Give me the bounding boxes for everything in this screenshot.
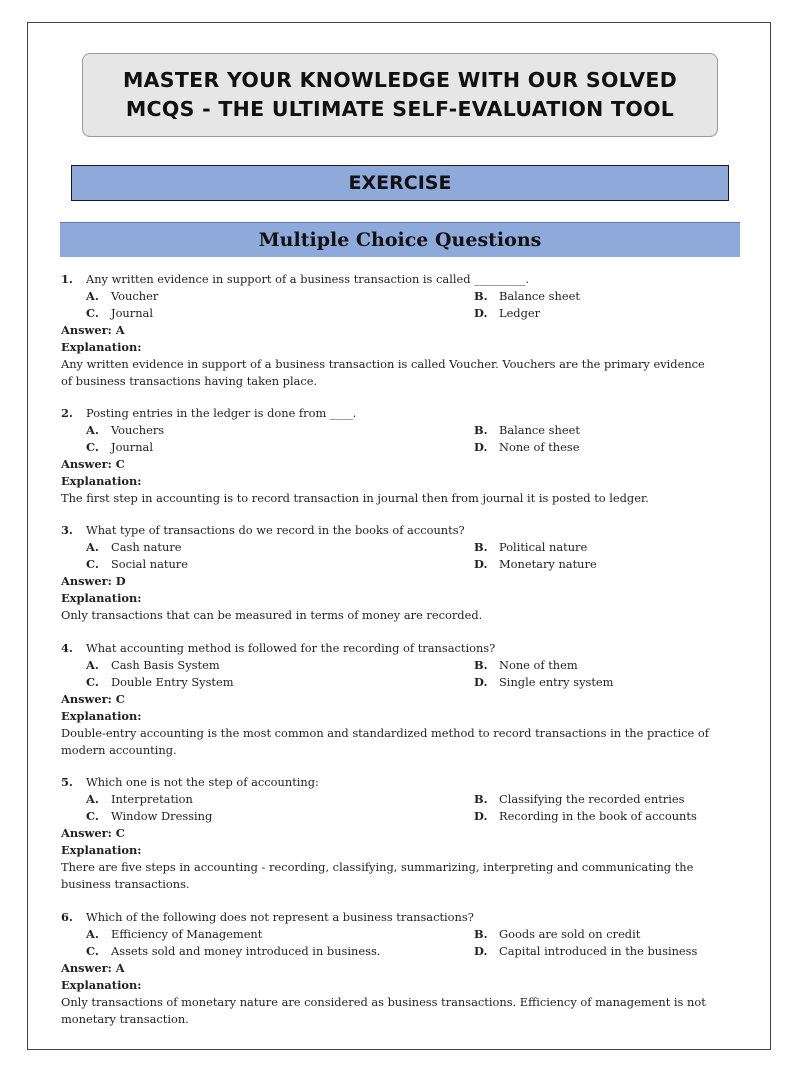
option-c: [86, 674, 474, 691]
option-letter: D.: [474, 306, 488, 320]
answer-label: Answer: D: [61, 574, 126, 588]
option-b: [474, 539, 744, 556]
option-text: Vouchers: [111, 423, 165, 437]
option-letter: A.: [86, 423, 99, 437]
explanation-text: Double-entry accounting is the most common and standardized method to record transactions in the practice of modern accounting.: [61, 726, 709, 757]
option-letter: D.: [474, 675, 488, 689]
option-text: Goods are sold on credit: [499, 927, 641, 941]
title-banner: [82, 53, 718, 137]
question-number: 4.: [61, 641, 73, 655]
option-letter: A.: [86, 289, 99, 303]
option-text: Window Dressing: [111, 809, 213, 823]
explanation-label: Explanation:: [61, 591, 142, 605]
option-letter: C.: [86, 306, 99, 320]
option-letter: A.: [86, 658, 99, 672]
option-d: [474, 674, 744, 691]
options-grid: [86, 539, 751, 573]
options-grid: [86, 657, 751, 691]
option-text: Capital introduced in the business: [499, 944, 698, 958]
question-block: [61, 909, 751, 1028]
option-text: Ledger: [499, 306, 541, 320]
option-letter: D.: [474, 944, 488, 958]
question-number: 1.: [61, 272, 73, 286]
question-block: [61, 774, 751, 893]
option-a: [86, 926, 474, 943]
explanation-text: Only transactions that can be measured in terms of money are recorded.: [61, 608, 483, 622]
option-text: Political nature: [499, 540, 588, 554]
option-b: [474, 926, 744, 943]
option-letter: B.: [474, 927, 488, 941]
option-text: Efficiency of Management: [111, 927, 263, 941]
question-block: [61, 271, 751, 390]
question-block: [61, 522, 751, 624]
banner-line-2: MCQS - THE ULTIMATE SELF-EVALUATION TOOL: [125, 97, 675, 121]
option-text: Journal: [111, 306, 153, 320]
option-text: Interpretation: [111, 792, 193, 806]
option-letter: D.: [474, 809, 488, 823]
options-grid: [86, 422, 751, 456]
question-number: 3.: [61, 523, 73, 537]
banner-line-1: MASTER YOUR KNOWLEDGE WITH OUR SOLVED: [122, 68, 678, 92]
option-b: [474, 791, 744, 808]
option-letter: C.: [86, 440, 99, 454]
question-text: What type of transactions do we record in the books of accounts?: [86, 523, 465, 537]
option-letter: C.: [86, 675, 99, 689]
option-d: [474, 943, 744, 960]
option-text: None of these: [499, 440, 580, 454]
question-number: 2.: [61, 406, 73, 420]
option-text: Journal: [111, 440, 153, 454]
question-text: Which of the following does not represent a business transactions?: [86, 910, 474, 924]
option-text: Voucher: [111, 289, 159, 303]
option-letter: D.: [474, 557, 488, 571]
options-grid: [86, 791, 751, 825]
option-letter: D.: [474, 440, 488, 454]
option-a: [86, 657, 474, 674]
option-text: Assets sold and money introduced in business.: [111, 944, 381, 958]
question-block: [61, 405, 751, 507]
options-grid: [86, 926, 751, 960]
option-b: [474, 288, 744, 305]
question-block: [61, 640, 751, 759]
option-letter: B.: [474, 658, 488, 672]
option-text: Double Entry System: [111, 675, 234, 689]
option-text: Monetary nature: [499, 557, 597, 571]
exercise-heading: EXERCISE: [71, 165, 729, 201]
explanation-label: Explanation:: [61, 709, 142, 723]
explanation-label: Explanation:: [61, 340, 142, 354]
explanation-label: Explanation:: [61, 843, 142, 857]
option-letter: A.: [86, 927, 99, 941]
answer-label: Answer: C: [61, 826, 125, 840]
question-text: Which one is not the step of accounting:: [86, 775, 319, 789]
option-a: [86, 288, 474, 305]
option-text: Balance sheet: [499, 289, 580, 303]
option-c: [86, 556, 474, 573]
option-letter: B.: [474, 792, 488, 806]
option-a: [86, 791, 474, 808]
section-heading: Multiple Choice Questions: [60, 222, 740, 257]
option-d: [474, 439, 744, 456]
option-text: Balance sheet: [499, 423, 580, 437]
answer-label: Answer: C: [61, 457, 125, 471]
option-b: [474, 657, 744, 674]
option-text: Recording in the book of accounts: [499, 809, 697, 823]
option-text: Social nature: [111, 557, 188, 571]
option-text: None of them: [499, 658, 578, 672]
question-number: 6.: [61, 910, 73, 924]
option-c: [86, 808, 474, 825]
option-text: Classifying the recorded entries: [499, 792, 685, 806]
option-letter: B.: [474, 540, 488, 554]
question-number: 5.: [61, 775, 73, 789]
explanation-text: The first step in accounting is to record transaction in journal then from journal it is posted to ledger.: [61, 491, 649, 505]
answer-label: Answer: C: [61, 692, 125, 706]
answer-label: Answer: A: [61, 961, 125, 975]
option-letter: B.: [474, 289, 488, 303]
option-c: [86, 943, 474, 960]
option-d: [474, 556, 744, 573]
answer-label: Answer: A: [61, 323, 125, 337]
explanation-text: There are five steps in accounting - recording, classifying, summarizing, interpreting and communicating the business transactions.: [61, 860, 694, 891]
option-letter: B.: [474, 423, 488, 437]
option-text: Single entry system: [499, 675, 614, 689]
question-text: What accounting method is followed for the recording of transactions?: [86, 641, 496, 655]
option-a: [86, 422, 474, 439]
option-b: [474, 422, 744, 439]
option-letter: C.: [86, 557, 99, 571]
options-grid: [86, 288, 751, 322]
option-text: Cash Basis System: [111, 658, 220, 672]
question-text: Any written evidence in support of a business transaction is called _________.: [86, 272, 530, 286]
option-letter: A.: [86, 540, 99, 554]
option-letter: A.: [86, 792, 99, 806]
option-text: Cash nature: [111, 540, 182, 554]
explanation-text: Only transactions of monetary nature are considered as business transactions. Efficiency of management is not monetary transaction.: [61, 995, 706, 1026]
explanation-label: Explanation:: [61, 978, 142, 992]
option-c: [86, 439, 474, 456]
option-d: [474, 808, 744, 825]
question-text: Posting entries in the ledger is done from ____.: [86, 406, 357, 420]
option-a: [86, 539, 474, 556]
explanation-label: Explanation:: [61, 474, 142, 488]
option-d: [474, 305, 744, 322]
option-letter: C.: [86, 944, 99, 958]
explanation-text: Any written evidence in support of a business transaction is called Voucher. Vouchers are the primary evidence of business transactions having taken place.: [61, 357, 705, 388]
option-c: [86, 305, 474, 322]
option-letter: C.: [86, 809, 99, 823]
